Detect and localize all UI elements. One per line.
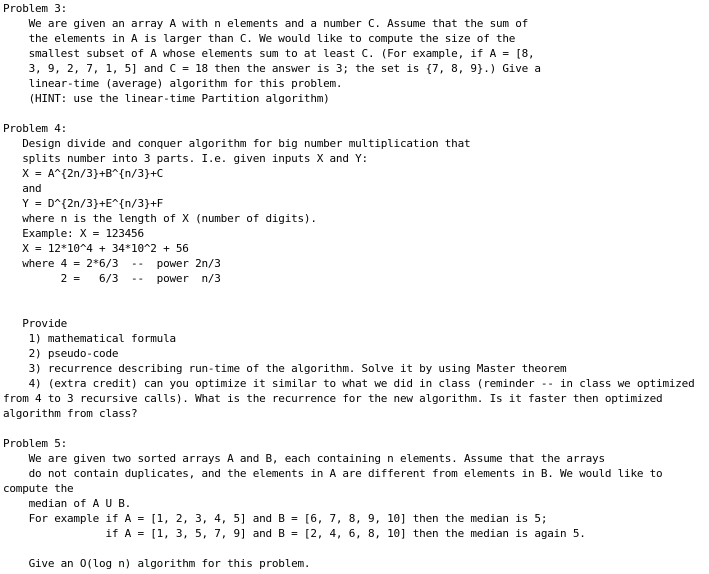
problem-5-line: median of A U B. xyxy=(3,497,132,510)
problem-3-line: the elements in A is larger than C. We would like to compute the size of the xyxy=(3,32,516,45)
problem-4-provide: Provide xyxy=(3,317,68,330)
problem-4-line: algorithm from class? xyxy=(3,407,138,420)
problem-4-line: and xyxy=(3,182,42,195)
blank-line xyxy=(0,541,709,556)
problem-4-list-item: 4) (extra credit) can you optimize it similar to what we did in class (reminder -- in class we optimized xyxy=(3,377,695,390)
blank-line xyxy=(0,301,709,316)
problem-4-line: from 4 to 3 recursive calls). What is the recurrence for the new algorithm. Is it faster then optimized xyxy=(3,392,663,405)
problem-4-formula-x: X = A^{2n/3}+B^{n/3}+C xyxy=(3,167,164,180)
problem-4-heading: Problem 4: xyxy=(3,122,68,135)
blank-line xyxy=(0,106,709,121)
problem-4-example: X = 12*10^4 + 34*10^2 + 56 xyxy=(3,242,189,255)
problem-4-example: Example: X = 123456 xyxy=(3,227,144,240)
problem-5-line: compute the xyxy=(3,482,74,495)
problem-4-line: Design divide and conquer algorithm for big number multiplication that xyxy=(3,137,471,150)
problem-4-list-item: 1) mathematical formula xyxy=(3,332,176,345)
problem-4-line: where n is the length of X (number of digits). xyxy=(3,212,317,225)
problem-4-line: splits number into 3 parts. I.e. given inputs X and Y: xyxy=(3,152,368,165)
problem-5-line: do not contain duplicates, and the elements in A are different from elements in B. We would like to xyxy=(3,467,663,480)
blank-line xyxy=(0,286,709,301)
problem-5-heading: Problem 5: xyxy=(3,437,68,450)
blank-line xyxy=(0,421,709,436)
problem-5-section xyxy=(0,436,709,571)
problem-5-line: Give an O(log n) algorithm for this problem. xyxy=(3,557,311,570)
problem-3-heading: Problem 3: xyxy=(3,2,68,15)
problem-4-formula-y: Y = D^{2n/3}+E^{n/3}+F xyxy=(3,197,164,210)
problem-3-section xyxy=(0,1,709,121)
problem-5-example: if A = [1, 3, 5, 7, 9] and B = [2, 4, 6, 8, 10] then the median is again 5. xyxy=(3,527,586,540)
problem-4-example: where 4 = 2*6/3 -- power 2n/3 xyxy=(3,257,221,270)
problem-5-line: We are given two sorted arrays A and B, each containing n elements. Assume that the arrays xyxy=(3,452,605,465)
problem-3-line: linear-time (average) algorithm for this problem. xyxy=(3,77,343,90)
problem-4-list-item: 2) pseudo-code xyxy=(3,347,119,360)
problem-3-line: 3, 9, 2, 7, 1, 5] and C = 18 then the answer is 3; the set is {7, 8, 9}.) Give a xyxy=(3,62,541,75)
problem-4-example: 2 = 6/3 -- power n/3 xyxy=(3,272,221,285)
problem-5-example: For example if A = [1, 2, 3, 4, 5] and B = [6, 7, 8, 9, 10] then the median is 5; xyxy=(3,512,548,525)
problem-4-list-item: 3) recurrence describing run-time of the algorithm. Solve it by using Master theorem xyxy=(3,362,567,375)
problem-4-section xyxy=(0,121,709,436)
problem-3-line: smallest subset of A whose elements sum to at least C. (For example, if A = [8, xyxy=(3,47,535,60)
problem-3-line: We are given an array A with n elements and a number C. Assume that the sum of xyxy=(3,17,529,30)
problem-3-hint: (HINT: use the linear-time Partition algorithm) xyxy=(3,92,330,105)
